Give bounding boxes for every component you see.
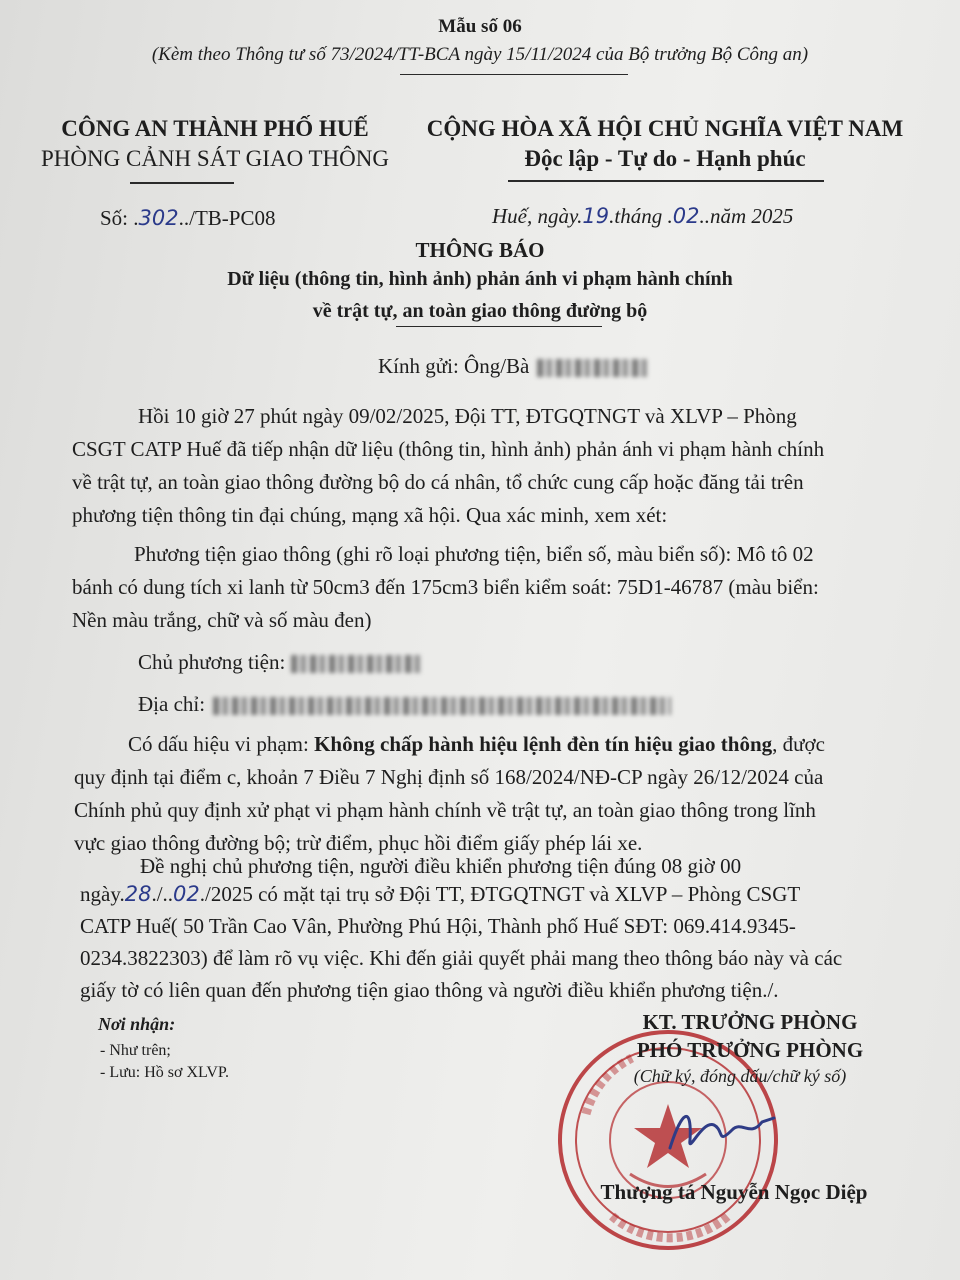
nation-motto: Độc lập - Tự do - Hạnh phúc — [524, 146, 806, 171]
document-subtitle-2: về trật tự, an toàn giao thông đường bộ — [312, 300, 648, 322]
signer-note: (Chữ ký, đóng dấu/chữ ký số) — [633, 1066, 847, 1086]
divider — [508, 180, 824, 182]
document-subtitle-1: Dữ liệu (thông tin, hình ảnh) phản ánh vi phạm hành chính — [227, 268, 733, 290]
violation-line1: Có dấu hiệu vi phạm: Không chấp hành hiệu lệnh đèn tín hiệu giao thông, được — [128, 732, 825, 756]
recipient-line: Kính gửi: Ông/Bà — [378, 354, 647, 379]
form-number: Mẫu số 06 — [438, 16, 522, 37]
violation-line4: vực giao thông đường bộ; trừ điểm, phục hồi điểm giấy phép lái xe. — [74, 831, 643, 855]
body-para1-l3: về trật tự, an toàn giao thông đường bộ do cá nhân, tổ chức cung cấp hoặc đăng tải trên — [72, 470, 804, 494]
divider — [396, 326, 602, 327]
agency-name: CÔNG AN THÀNH PHỐ HUẾ — [61, 116, 369, 141]
recipients-item-1: - Như trên; — [100, 1042, 171, 1059]
nation-title: CỘNG HÒA XÃ HỘI CHỦ NGHĨA VIỆT NAM — [426, 116, 904, 141]
request-line4: 0234.3822303) để làm rõ vụ việc. Khi đến giải quyết phải mang theo thông báo này và các — [80, 946, 843, 970]
signer-name: Thượng tá Nguyễn Ngọc Diệp — [600, 1180, 868, 1204]
signature-scribble — [662, 1100, 782, 1160]
body-para1-l1: Hồi 10 giờ 27 phút ngày 09/02/2025, Đội TT, ĐTGQTNGT và XLVP – Phòng — [138, 404, 797, 428]
redacted-owner — [291, 655, 421, 673]
divider — [130, 182, 234, 184]
body-para1-l2: CSGT CATP Huế đã tiếp nhận dữ liệu (thông tin, hình ảnh) phản ánh vi phạm hành chính — [72, 437, 825, 461]
document-date: Huế, ngày.19.tháng .02..năm 2025 — [492, 204, 794, 228]
violation-line2: quy định tại điểm c, khoản 7 Điều 7 Nghị định số 168/2024/NĐ-CP ngày 26/12/2024 của — [74, 765, 824, 789]
divider — [400, 74, 628, 75]
owner-line: Chủ phương tiện: — [138, 650, 421, 675]
redacted-address — [213, 697, 671, 715]
document-number: Số: .302../TB-PC08 — [100, 206, 276, 230]
document-title: THÔNG BÁO — [415, 238, 545, 262]
violation-line3: Chính phủ quy định xử phạt vi phạm hành chính về trật tự, an toàn giao thông trong lĩnh — [74, 798, 816, 822]
signer-title-1: KT. TRƯỞNG PHÒNG — [642, 1010, 858, 1034]
address-line: Địa chỉ: — [138, 692, 671, 717]
department-name: PHÒNG CẢNH SÁT GIAO THÔNG — [41, 146, 389, 171]
recipients-heading: Nơi nhận: — [98, 1014, 176, 1034]
signer-title-2: PHÓ TRƯỞNG PHÒNG — [636, 1038, 864, 1062]
request-line3: CATP Huế( 50 Trần Cao Vân, Phường Phú Hội, Thành phố Huế SĐT: 069.414.9345- — [80, 914, 796, 938]
vehicle-line1: Phương tiện giao thông (ghi rõ loại phương tiện, biển số, màu biển số): Mô tô 02 — [134, 542, 814, 566]
vehicle-line3: Nền màu trắng, chữ và số màu đen) — [72, 608, 372, 632]
body-para1-l4: phương tiện thông tin đại chúng, mạng xã hội. Qua xác minh, xem xét: — [72, 503, 668, 527]
vehicle-line2: bánh có dung tích xi lanh từ 50cm3 đến 175cm3 biển kiểm soát: 75D1-46787 (màu biển: — [72, 575, 819, 599]
request-line5: giấy tờ có liên quan đến phương tiện giao thông và người điều khiển phương tiện./. — [80, 978, 779, 1002]
recipients-item-2: - Lưu: Hồ sơ XLVP. — [100, 1064, 229, 1081]
form-reference: (Kèm theo Thông tư số 73/2024/TT-BCA ngày 15/11/2024 của Bộ trưởng Bộ Công an) — [151, 44, 809, 65]
request-line2: ngày.28./..02./2025 có mặt tại trụ sở Đội TT, ĐTGQTNGT và XLVP – Phòng CSGT — [80, 882, 801, 906]
request-line1: Đề nghị chủ phương tiện, người điều khiển phương tiện đúng 08 giờ 00 — [140, 854, 742, 878]
redacted-name — [537, 359, 647, 377]
